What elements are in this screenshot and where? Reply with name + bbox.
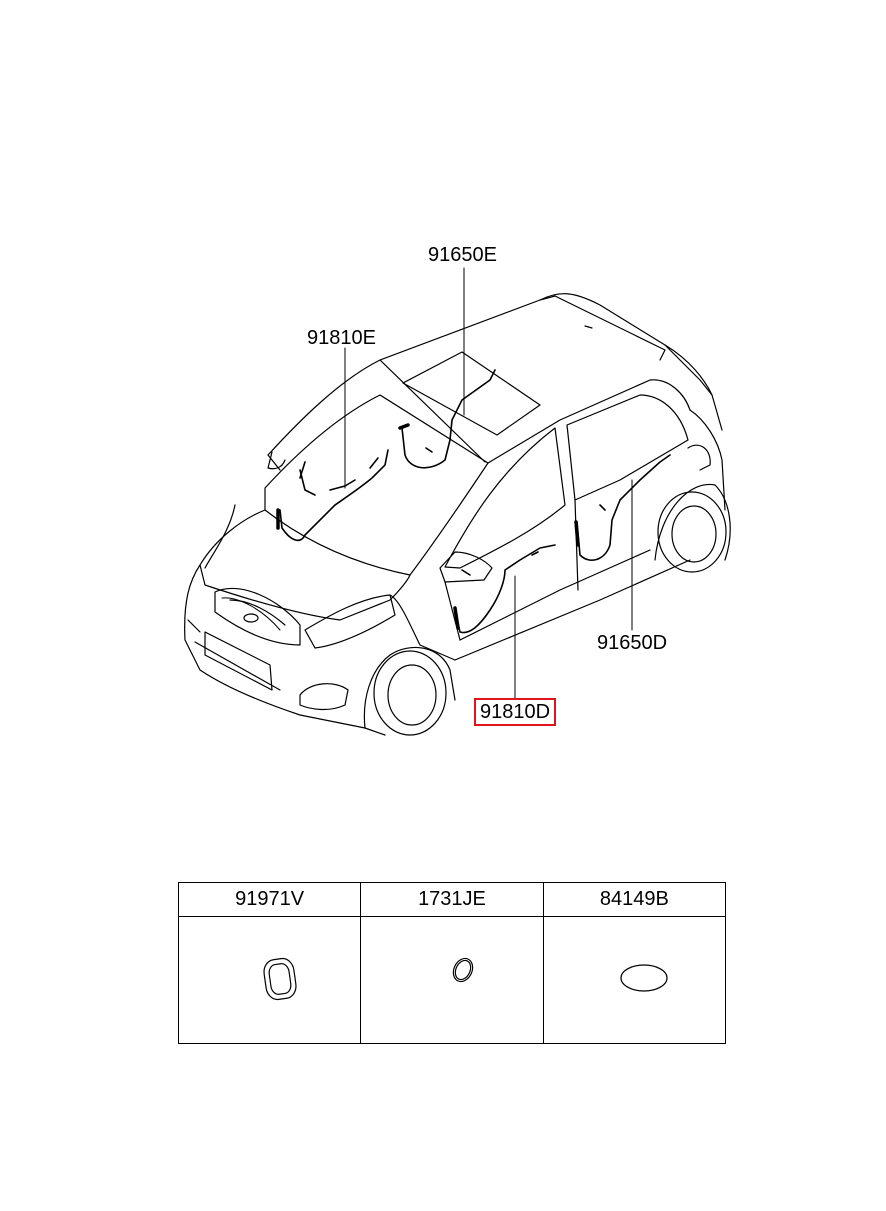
part-image-cell xyxy=(543,917,725,1044)
parts-table xyxy=(178,882,726,1044)
wiring-harness-rear-door xyxy=(576,455,670,560)
wiring-harness-roof xyxy=(400,370,495,468)
part-image-cell xyxy=(179,917,361,1044)
rounded-rect-grommet-icon xyxy=(179,917,361,1043)
oval-plug-icon xyxy=(544,917,726,1043)
ring-icon xyxy=(361,917,543,1043)
part-image-cell xyxy=(361,917,543,1044)
part-number-cell: 84149B xyxy=(543,883,725,917)
parts-table-image-row xyxy=(179,917,726,1044)
wiring-harness-front-door xyxy=(455,545,555,633)
callout-91810D-highlighted[interactable]: 91810D xyxy=(474,698,556,726)
part-number-cell: 91971V xyxy=(179,883,361,917)
leader-lines xyxy=(345,268,632,698)
part-number-cell: 1731JE xyxy=(361,883,543,917)
wiring-harness-front xyxy=(278,450,388,540)
callout-91650E: 91650E xyxy=(428,244,497,266)
car-body-outline xyxy=(185,294,731,735)
callout-91650D: 91650D xyxy=(597,632,668,654)
callout-91810E: 91810E xyxy=(307,327,376,349)
parts-table-header-row xyxy=(179,883,726,917)
